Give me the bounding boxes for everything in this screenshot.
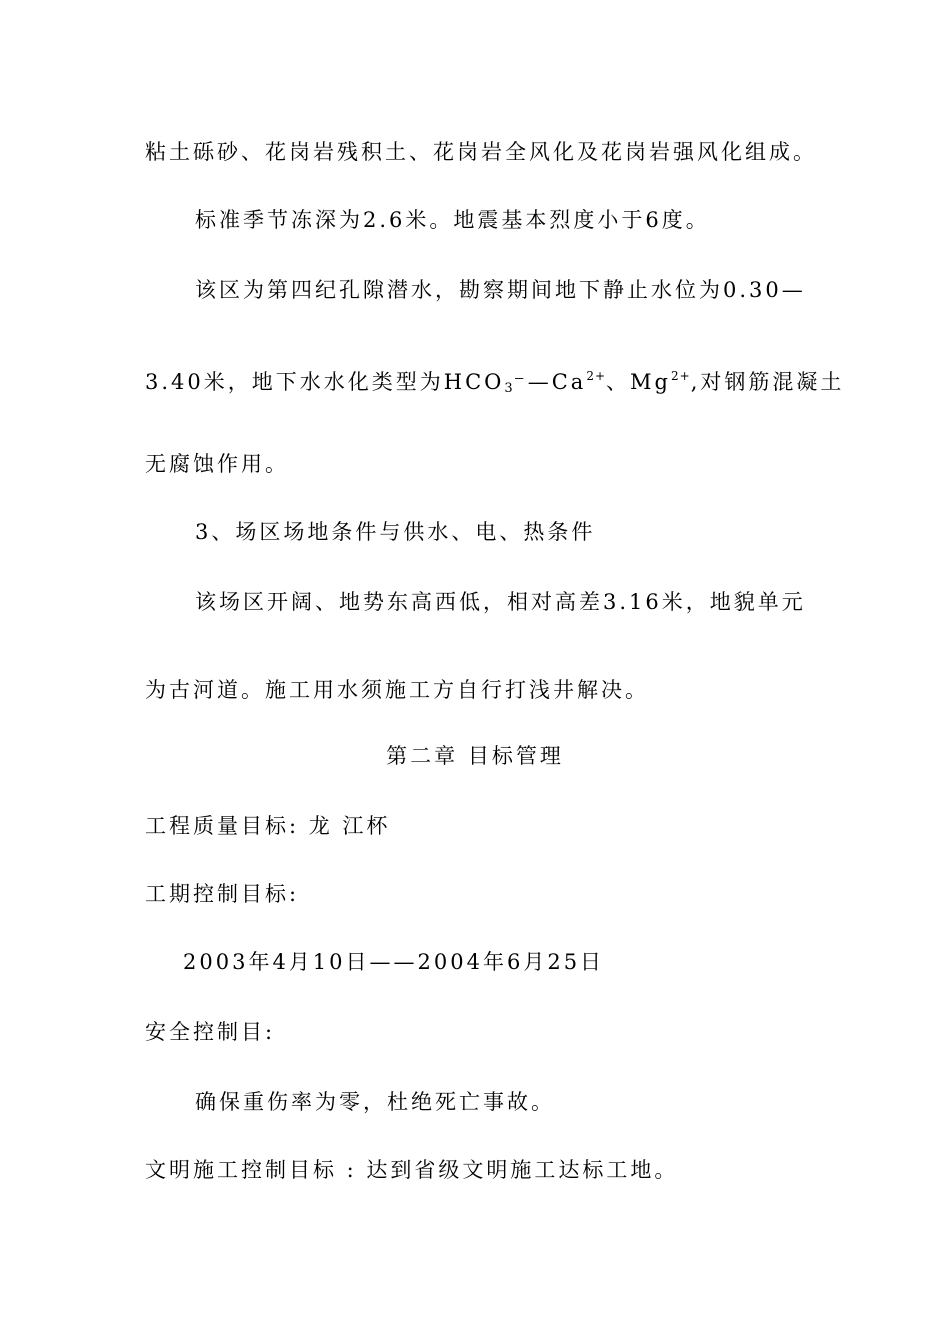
paragraph-line: 文明施工控制目标 : 达到省级文明施工达标工地。 <box>145 1158 679 1182</box>
paragraph-line: 为古河道。施工用水须施工方自行打浅井解决。 <box>145 678 649 702</box>
paragraph-line: 工期控制目标: <box>145 882 300 906</box>
paragraph-line: 无腐蚀作用。 <box>145 452 289 476</box>
paragraph-line-chemistry <box>145 368 844 396</box>
paragraph-line: 确保重伤率为零，杜绝死亡事故。 <box>195 1090 555 1114</box>
paragraph-line: 安全控制目: <box>145 1020 276 1044</box>
date-range: 2003年4月10日——2004年6月25日 <box>183 950 605 974</box>
text-run: 、Mg <box>606 370 671 394</box>
section-heading: 3、场区场地条件与供水、电、热条件 <box>195 520 596 544</box>
text-run: ,对钢筋混凝土 <box>690 370 845 394</box>
paragraph-line: 工程质量目标: 龙 江杯 <box>145 814 391 838</box>
paragraph-line: 该场区开阔、地势东高西低，相对高差3.16米，地貌单元 <box>195 590 806 614</box>
superscript: 2+ <box>586 369 607 383</box>
text-run: ⁻—Ca <box>513 370 587 394</box>
chapter-title: 第二章 目标管理 <box>386 744 564 768</box>
superscript: 2+ <box>670 369 691 383</box>
paragraph-line: 该区为第四纪孔隙潜水，勘察期间地下静止水位为0.30— <box>195 278 806 302</box>
text-run: 3.40米，地下水水化类型为HCO <box>145 370 505 394</box>
paragraph-line: 标准季节冻深为2.6米。地震基本烈度小于6度。 <box>195 208 710 232</box>
subscript: 3 <box>504 381 514 396</box>
paragraph-line: 粘土砾砂、花岗岩残积土、花岗岩全风化及花岗岩强风化组成。 <box>145 140 817 164</box>
